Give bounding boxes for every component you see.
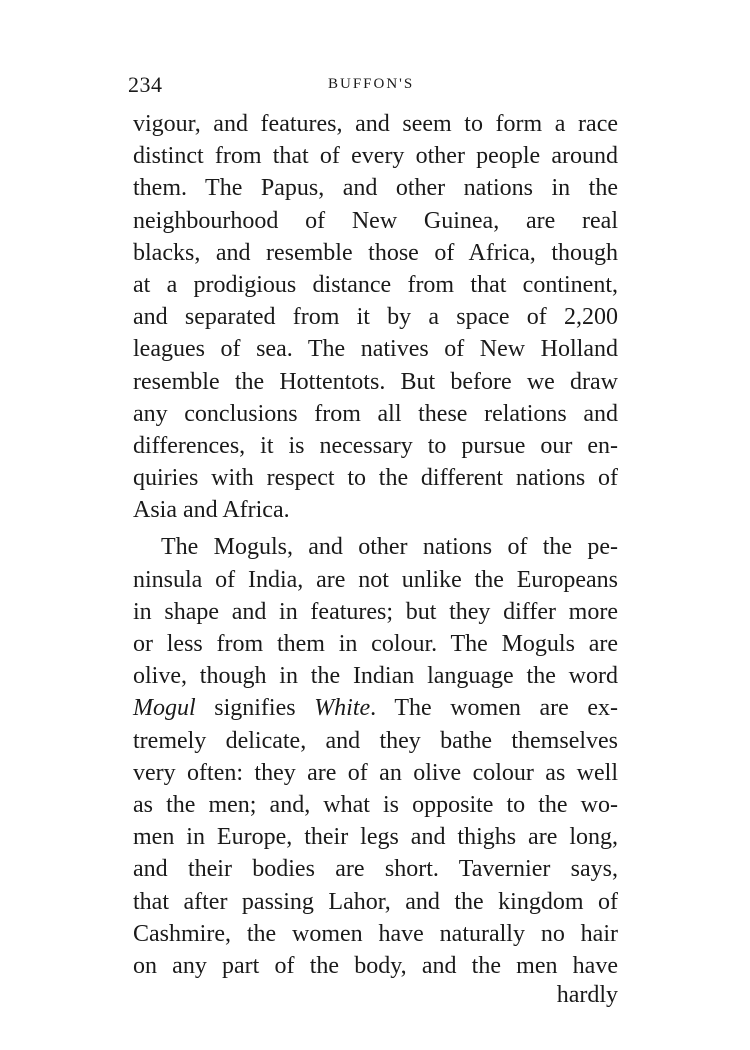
text-line: resemble the Hottentots. But before we draw xyxy=(133,368,618,395)
page-header xyxy=(128,72,618,102)
italic-word: Mogul xyxy=(133,695,196,722)
text-line: ninsula of India, are not unlike the Europeans xyxy=(133,566,618,593)
text-line: quiries with respect to the different nations of xyxy=(133,465,618,492)
text-line: very often: they are of an olive colour as well xyxy=(133,759,618,786)
text-line: differences, it is necessary to pursue our en- xyxy=(133,432,618,459)
text-line: blacks, and resemble those of Africa, though xyxy=(133,239,618,266)
text-line: neighbourhood of New Guinea, are real xyxy=(133,207,618,234)
text-line: and their bodies are short. Tavernier says, xyxy=(133,856,618,883)
catchword: hardly xyxy=(556,982,618,1008)
running-head: BUFFON'S xyxy=(328,76,415,92)
italic-word: White xyxy=(314,695,371,722)
text-line: tremely delicate, and they bathe themselves xyxy=(133,727,618,754)
text-line: olive, though in the Indian language the word xyxy=(133,663,618,690)
text-line: men in Europe, their legs and thighs are long, xyxy=(133,824,618,851)
text-line: leagues of sea. The natives of New Holland xyxy=(133,336,618,363)
paragraph-2 xyxy=(133,531,618,982)
text-line: as the men; and, what is opposite to the wo- xyxy=(133,791,618,818)
text-fragment: signifies xyxy=(195,695,315,722)
text-line: in shape and in features; but they differ more xyxy=(133,598,618,625)
text-line: vigour, and features, and seem to form a race xyxy=(133,111,618,137)
text-line: that after passing Lahor, and the kingdom of xyxy=(133,888,618,915)
text-fragment: . The women are ex- xyxy=(370,695,618,722)
text-line: at a prodigious distance from that continent, xyxy=(133,271,618,298)
body-text xyxy=(133,108,618,982)
text-line: or less from them in colour. The Moguls are xyxy=(133,631,618,657)
text-line: them. The Papus, and other nations in the xyxy=(133,175,618,202)
text-line: The Moguls, and other nations of the pe- xyxy=(161,534,618,561)
text-line: Asia and Africa. xyxy=(133,497,290,524)
text-line: Cashmire, the women have naturally no hair xyxy=(133,920,618,947)
text-line: and separated from it by a space of 2,200 xyxy=(133,304,618,331)
text-line-italic-words xyxy=(133,692,618,724)
text-line: any conclusions from all these relations and xyxy=(133,400,618,427)
text-line: on any part of the body, and the men have xyxy=(133,952,618,979)
page-number: 234 xyxy=(128,72,163,97)
paragraph-1 xyxy=(133,108,618,526)
text-line: distinct from that of every other people around xyxy=(133,143,618,170)
